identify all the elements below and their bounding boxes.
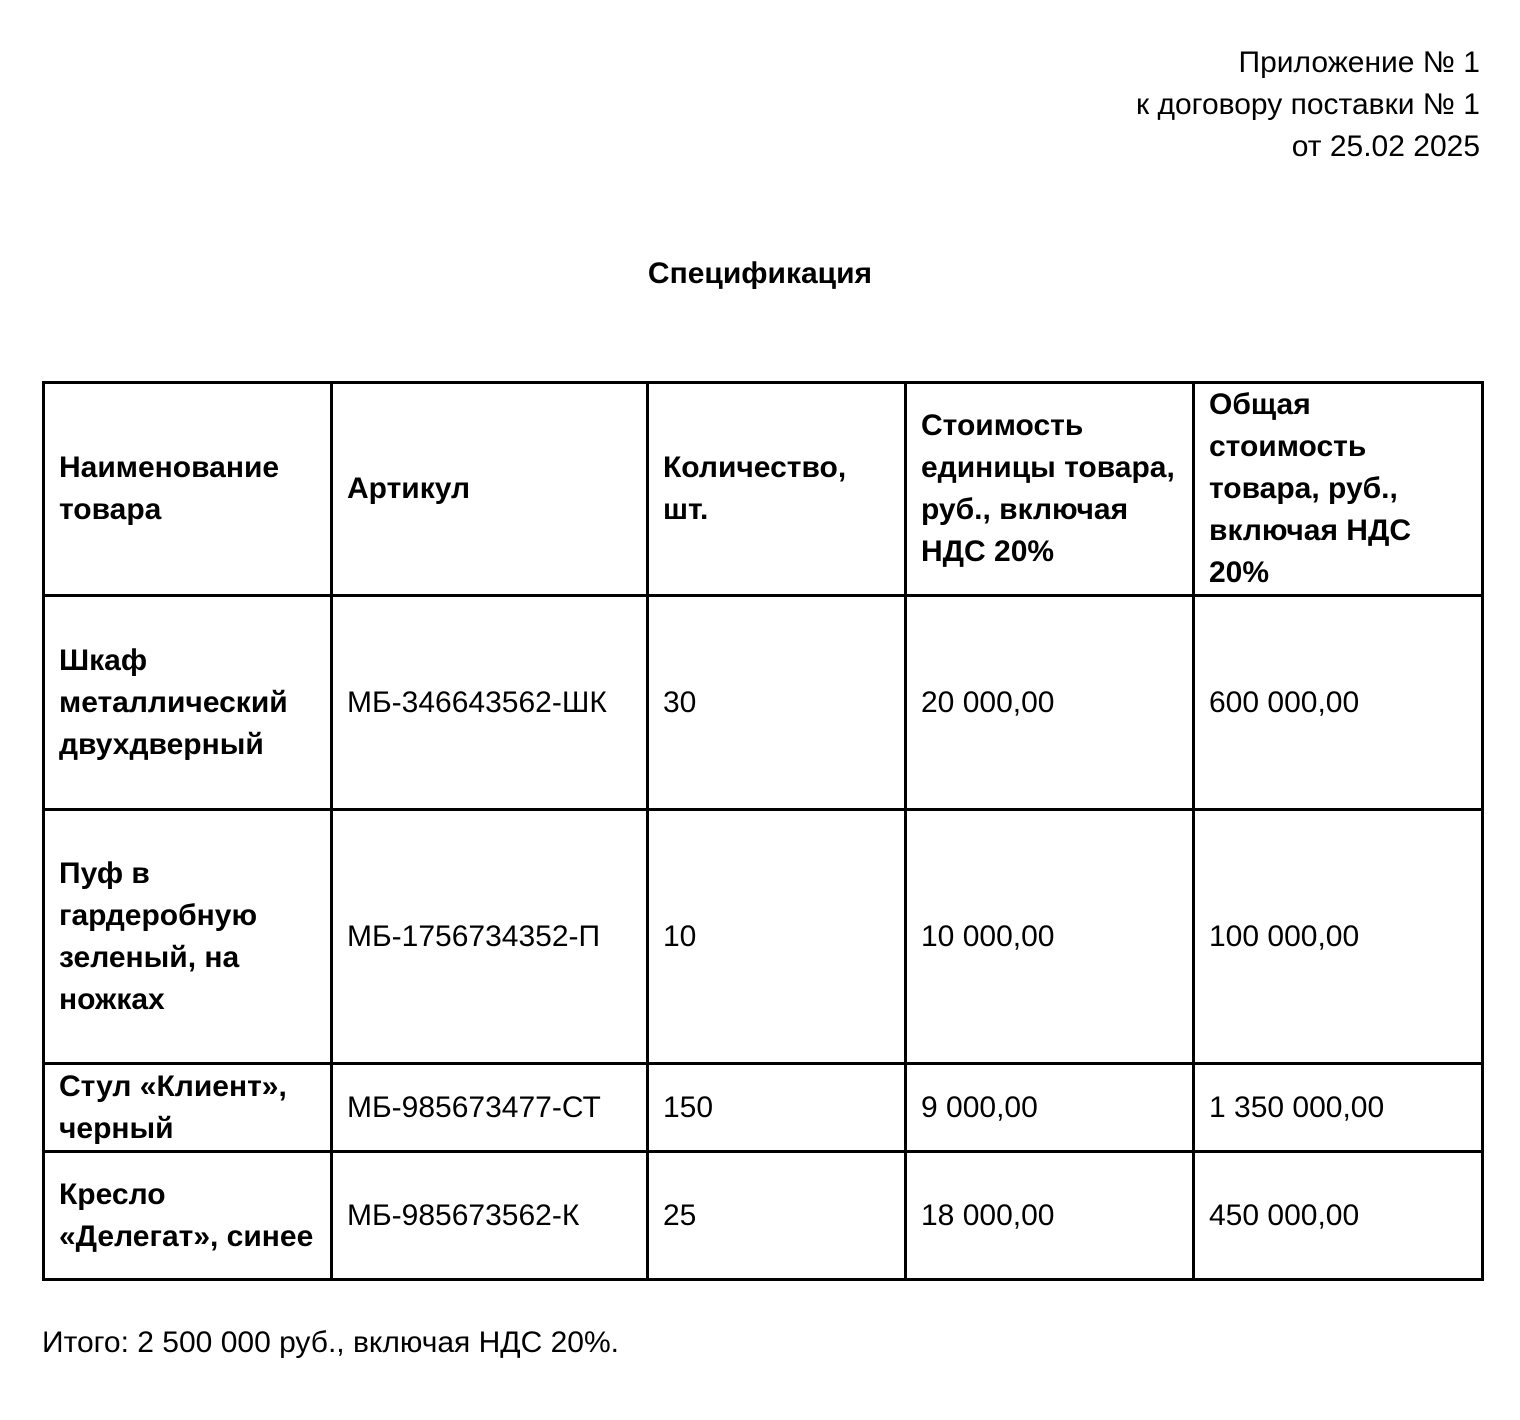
cell-product-name: Стул «Клиент», черный: [44, 1064, 332, 1152]
cell-product-name: Пуф в гардеробную зеленый, на ножках: [44, 810, 332, 1064]
table-row: [44, 596, 1483, 810]
appendix-header: [1136, 42, 1480, 168]
cell-article: МБ-1756734352-П: [332, 810, 648, 1064]
cell-total-price: 1 350 000,00: [1194, 1064, 1483, 1152]
cell-article: МБ-985673477-СТ: [332, 1064, 648, 1152]
cell-quantity: 150: [648, 1064, 906, 1152]
contract-reference: к договору поставки № 1: [1136, 88, 1480, 121]
appendix-number: Приложение № 1: [1238, 46, 1480, 79]
column-header-total-price: Общая стоимость товара, руб., включая НДС 20%: [1194, 383, 1483, 596]
column-header-quantity: Количество, шт.: [648, 383, 906, 596]
cell-article: МБ-346643562-ШК: [332, 596, 648, 810]
cell-quantity: 25: [648, 1152, 906, 1280]
cell-product-name: Кресло «Делегат», синее: [44, 1152, 332, 1280]
cell-unit-price: 9 000,00: [906, 1064, 1194, 1152]
grand-total: Итого: 2 500 000 руб., включая НДС 20%.: [42, 1326, 619, 1359]
contract-date: от 25.02 2025: [1291, 130, 1480, 163]
cell-product-name: Шкаф металлический двухдверный: [44, 596, 332, 810]
specification-table: [42, 381, 1484, 1281]
cell-unit-price: 18 000,00: [906, 1152, 1194, 1280]
column-header-unit-price: Стоимость единицы товара, руб., включая НДС 20%: [906, 383, 1194, 596]
table-row: [44, 1064, 1483, 1152]
cell-total-price: 100 000,00: [1194, 810, 1483, 1064]
cell-unit-price: 10 000,00: [906, 810, 1194, 1064]
column-header-article: Артикул: [332, 383, 648, 596]
cell-unit-price: 20 000,00: [906, 596, 1194, 810]
cell-article: МБ-985673562-К: [332, 1152, 648, 1280]
cell-quantity: 30: [648, 596, 906, 810]
column-header-name: Наименование товара: [44, 383, 332, 596]
document-title: Спецификация: [647, 257, 873, 290]
table-header-row: [44, 383, 1483, 596]
cell-total-price: 600 000,00: [1194, 596, 1483, 810]
cell-quantity: 10: [648, 810, 906, 1064]
cell-total-price: 450 000,00: [1194, 1152, 1483, 1280]
table-row: [44, 810, 1483, 1064]
table-row: [44, 1152, 1483, 1280]
